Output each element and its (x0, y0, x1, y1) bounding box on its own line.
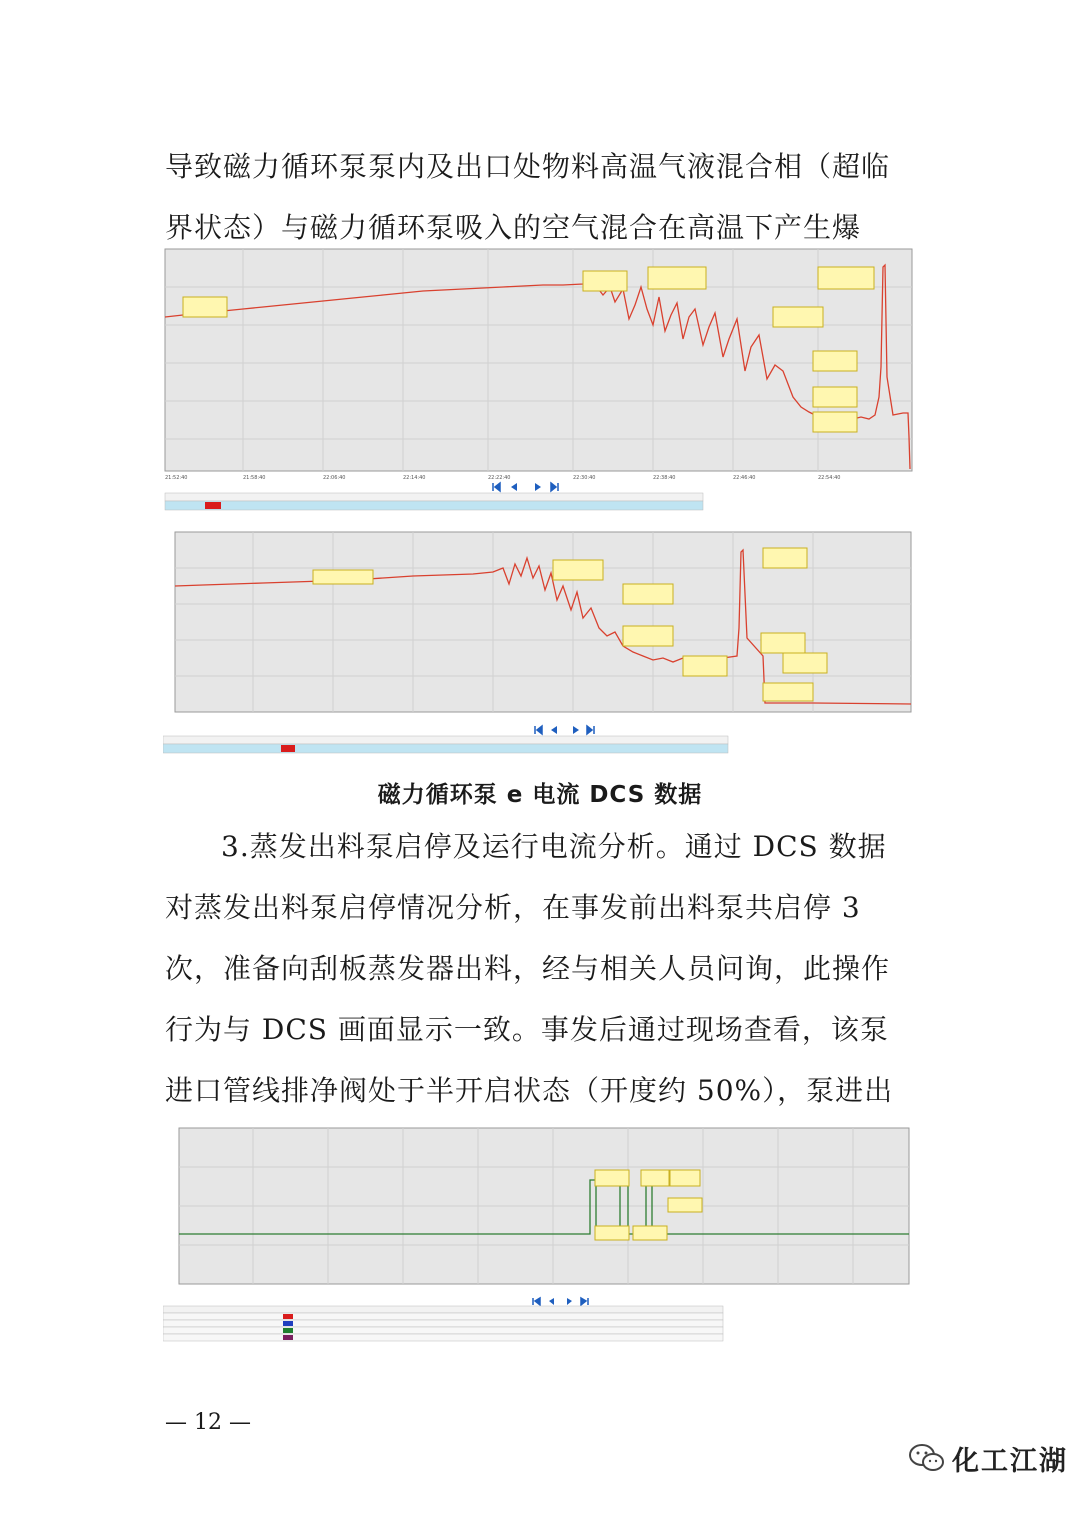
source-watermark (908, 1436, 1068, 1480)
svg-text:22:38:40: 22:38:40 (653, 475, 676, 481)
svg-text:22:54:40: 22:54:40 (818, 475, 841, 481)
svg-text:22:14:40: 22:14:40 (403, 475, 426, 481)
page-number: — 12 — (165, 1410, 251, 1435)
svg-text:22:30:40: 22:30:40 (573, 475, 596, 481)
svg-text:22:22:40: 22:22:40 (488, 475, 511, 481)
paragraph-continuation: 导致磁力循环泵泵内及出口处物料高温气液混合相（超临界状态）与磁力循环泵吸入的空气混合在高温下产生爆 (165, 150, 891, 244)
paragraph-pump-analysis: 3.蒸发出料泵启停及运行电流分析。通过 DCS 数据对蒸发出料泵启停情况分析，在事发前出料泵共启停 3 次，准备向刮板蒸发器出料，经与相关人员问询，此操作行为与 DCS 画面显示一致。事发后通过现场查看，该泵进口管线排净阀处于半开启状态（开度约 50%），泵进出 (165, 830, 894, 1107)
legend-table-row (165, 501, 703, 510)
svg-text:21:52:40: 21:52:40 (165, 475, 188, 481)
svg-text:22:46:40: 22:46:40 (733, 475, 756, 481)
wechat-icon (908, 1442, 946, 1474)
svg-text:22:06:40: 22:06:40 (323, 475, 346, 481)
watermark-text: 化工江湖 (952, 1445, 1068, 1477)
dcs-trend-screenshot-2 (163, 528, 914, 754)
dcs-trend-screenshot-1 (163, 247, 914, 515)
figure-caption: 磁力循环泵 e 电流 DCS 数据 (377, 782, 703, 808)
legend-table-rows (163, 1313, 723, 1341)
svg-text:21:58:40: 21:58:40 (243, 475, 266, 481)
dcs-trend-screenshot-3 (163, 1122, 915, 1360)
